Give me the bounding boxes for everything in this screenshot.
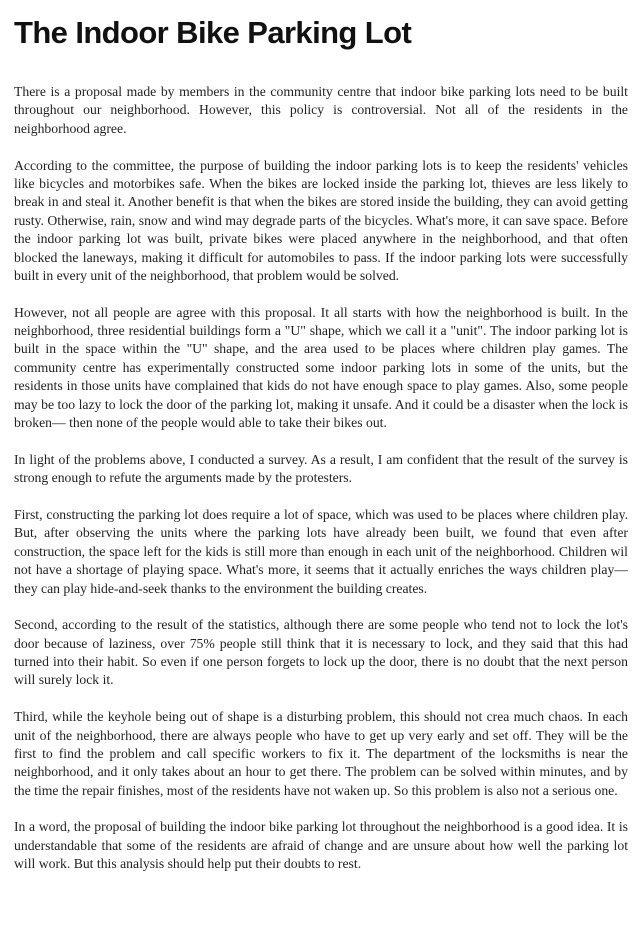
paragraph-third-point: Third, while the keyhole being out of shape is a disturbing problem, this should not crea much chaos. In each unit of the neighborhood, there are always people who have to get up very early and set off. They will be the first to find the problem and call specific workers to fix it. The department of the locksmiths is near the neighborhood, and it only takes about an hour to get there. The problem can be solved within minutes, and by the time the repair finishes, most of the residents have not waken up. So this problem is also not a serious one.	[14, 709, 628, 798]
paragraph-survey: In light of the problems above, I conducted a survey. As a result, I am confident that the result of the survey is strong enough to refute the arguments made by the protesters.	[14, 451, 628, 486]
paragraph-committee-purpose: According to the committee, the purpose of building the indoor parking lots is to keep the residents' vehicles like bicycles and motorbikes safe. When the bikes are locked inside the parking lot, thieves are less likely to break in and steal it. Another benefit is that when the bikes are stored inside the building, they can avoid getting rusty. Otherwise, rain, snow and wind may degrade parts of the bicycles. What's more, it can save space. Before the indoor parking lot was built, private bikes were placed anywhere in the neighborhood, and that often blocked the laneways, making it difficult for automobiles to pass. If the indoor parking lots were successfully built in every unit of the neighborhood, that problem would be solved.	[14, 157, 628, 283]
page-title: The Indoor Bike Parking Lot	[14, 15, 412, 50]
paragraph-first-point: First, constructing the parking lot does require a lot of space, which was used to be places where children play. But, after observing the units where the parking lots have already been built, we found that even after construction, the space left for the kids is still more than enough in each unit of the neighborhood. Children wil not have a shortage of playing space. What's more, it seems that it actually enriches the ways children play— they can play hide-and-seek thanks to the environment the building creates.	[14, 506, 628, 596]
paragraph-conclusion: In a word, the proposal of building the indoor bike parking lot throughout the neighborhood is a good idea. It is understandable that some of the residents are afraid of change and are unsure about how well the parking lot will work. But this analysis should help put their doubts to rest.	[14, 819, 628, 872]
paragraph-second-point: Second, according to the result of the statistics, although there are some people who tend not to lock the lot's door because of laziness, over 75% people still think that it is necessary to lock, and they said that this had turned into their habit. So even if one person forgets to lock up the door, there is no doubt that the next person will surely lock it.	[14, 617, 628, 688]
paragraph-opposition: However, not all people are agree with this proposal. It all starts with how the neighborhood is built. In the neighborhood, three residential buildings form a "U" shape, which we call it a "unit". The indoor parking lot is built in the space within the "U" shape, and the area used to be places where children play games. The community centre has experimentally constructed some indoor parking lots in some of the units, but the residents in those units have complained that kids do not have enough space to play games. Also, some people may be too lazy to lock the door of the parking lot, making it unsafe. And it could be a disaster when the lock is broken— then none of the people would able to take their bikes out.	[14, 304, 628, 431]
paragraph-intro: There is a proposal made by members in the community centre that indoor bike parking lots need to be built throughout our neighborhood. However, this policy is controversial. Not all of the residents in the neighborhood agree.	[14, 84, 628, 136]
